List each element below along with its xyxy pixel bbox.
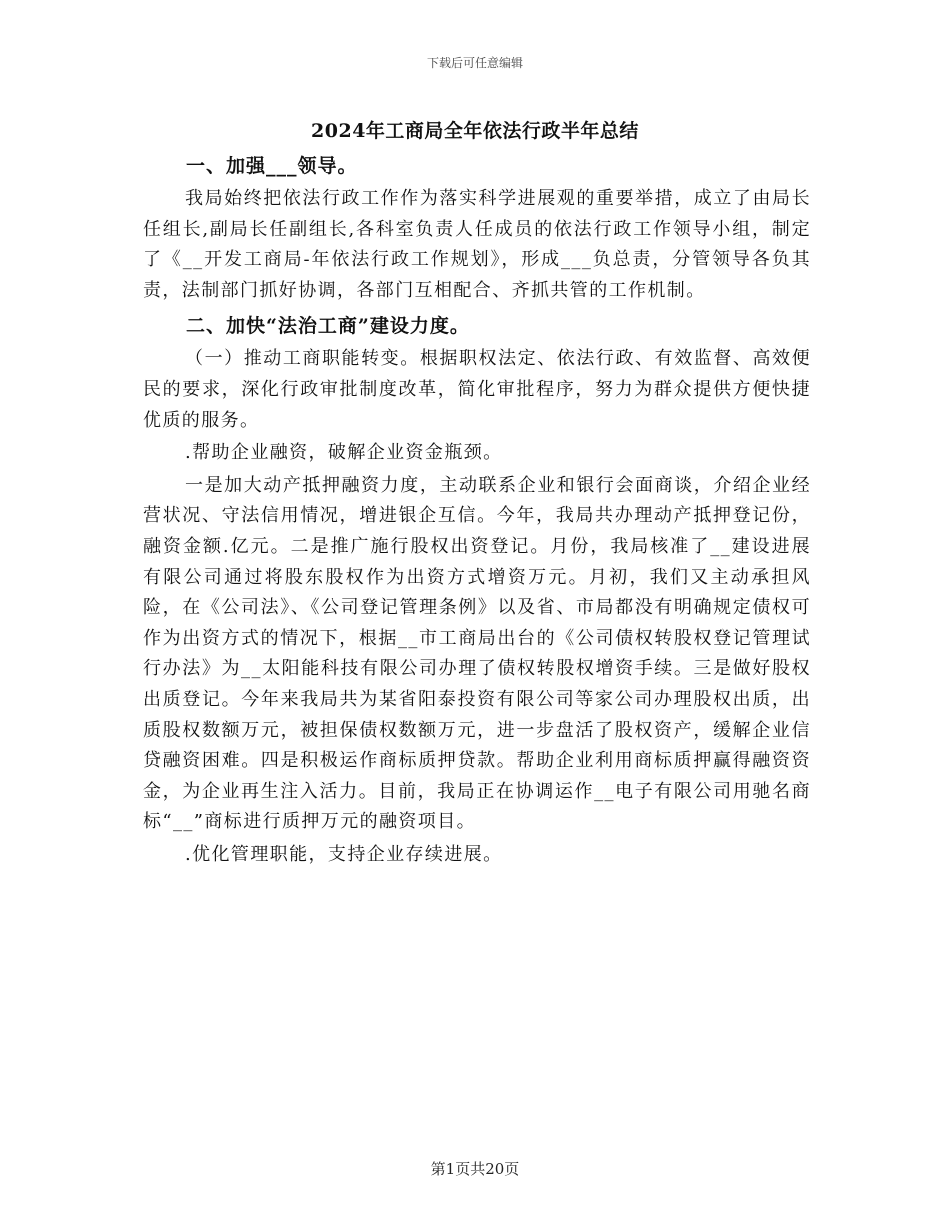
document-title: 2024年工商局全年依法行政半年总结: [311, 120, 639, 142]
page-number-footer: 第1页共20页: [430, 1160, 520, 1178]
section-heading-2: 二、加快“法治工商”建设力度。: [186, 315, 470, 338]
body-paragraph: .帮助企业融资，破解企业资金瓶颈。: [185, 442, 503, 464]
document-body: [143, 150, 811, 870]
page-header-note: 下载后可任意编辑: [426, 56, 523, 70]
section-heading-1: 一、加强___领导。: [186, 155, 358, 177]
body-paragraph: 一是加大动产抵押融资力度，主动联系企业和银行会面商谈，介绍企业经营状况、守法信用情况，增进银企互信。今年，我局共办理动产抵押登记份，融资金额.亿元。二是推广施行股权出资登记。月份，我局核准了__建设进展有限公司通过将股东股权作为出资方式增资万元。月初，我们又主动承担风险，在《公司法》、《公司登记管理条例》以及省、市局都没有明确规定债权可作为出资方式的情况下，根据__市工商局出台的《公司债权转股权登记管理试行办法》为__太阳能科技有限公司办理了债权转股权增资手续。三是做好股权出质登记。今年来我局共为某省阳泰投资有限公司等家公司办理股权出质，出质股权数额万元，被担保债权数额万元，进一步盘活了股权资产，缓解企业信贷融资困难。四是积极运作商标质押贷款。帮助企业利用商标质押赢得融资资金，为企业再生注入活力。目前，我局正在协调运作__电子有限公司用驰名商标“__”商标进行质押万元的融资项目。: [143, 474, 811, 833]
body-paragraph: 我局始终把依法行政工作作为落实科学进展观的重要举措，成立了由局长任组长,副局长任副组长,各科室负责人任成员的依法行政工作领导小组，制定了《__开发工商局-年依法行政工作规划》，形成___负总责，分管领导各负其责，法制部门抓好协调，各部门互相配合、齐抓共管的工作机制。: [143, 188, 811, 301]
body-paragraph: .优化管理职能，支持企业存续进展。: [185, 843, 503, 865]
body-paragraph: （一）推动工商职能转变。根据职权法定、依法行政、有效监督、高效便民的要求，深化行政审批制度改革，简化审批程序，努力为群众提供方便快捷优质的服务。: [143, 348, 811, 431]
